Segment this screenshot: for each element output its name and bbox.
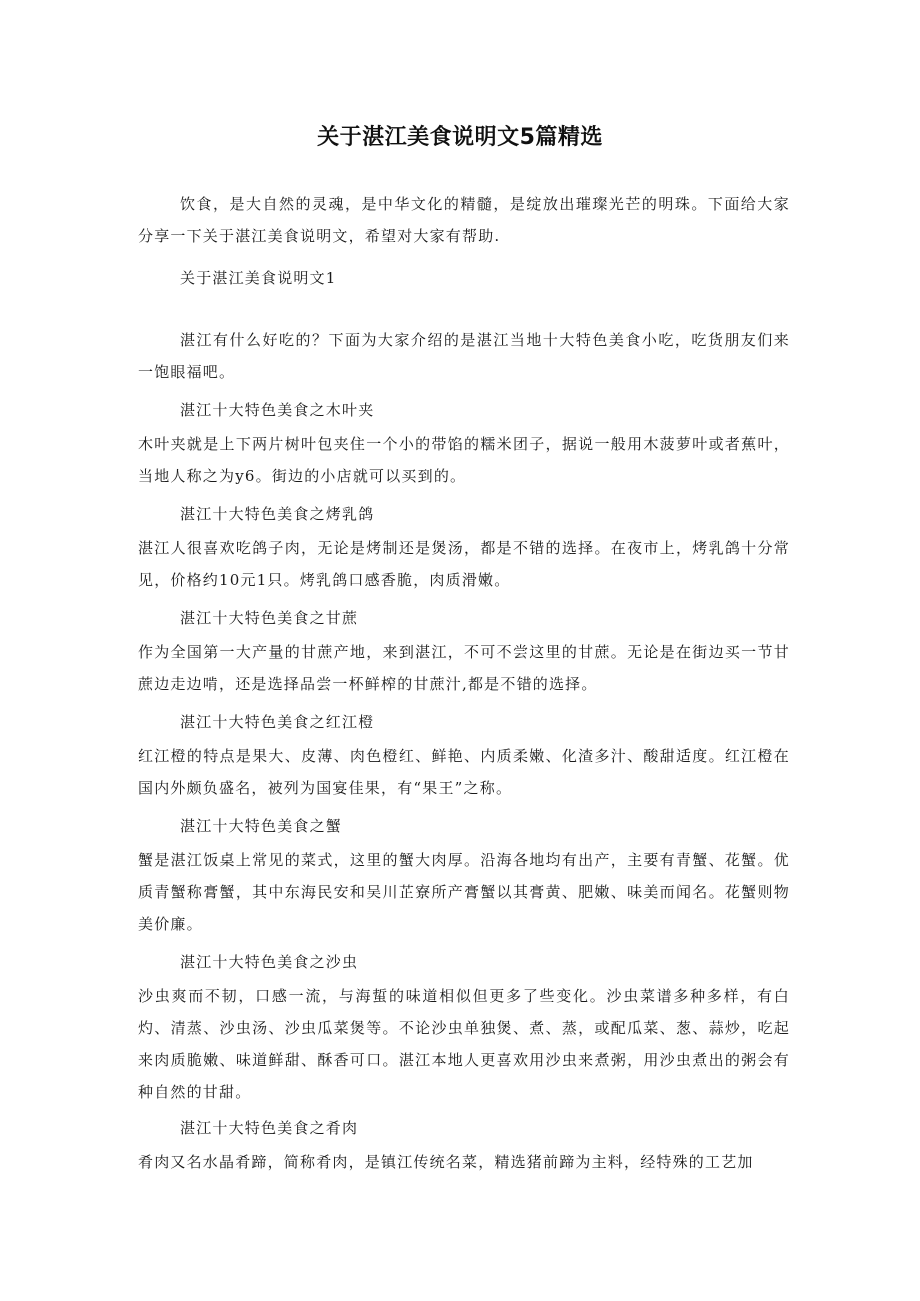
item-body-hongjiangcheng: 红江橙的特点是果大、皮薄、肉色橙红、鲜艳、内质柔嫩、化渣多汁、酸甜适度。红江橙在国内外颇负盛名，被列为国宴佳果，有“果王”之称。: [138, 747, 790, 797]
item-heading-yaorou: 湛江十大特色美食之肴肉: [180, 1119, 359, 1137]
lead-paragraph: 湛江有什么好吃的？下面为大家介绍的是湛江当地十大特色美食小吃，吃货朋友们来一饱眼福吧。: [138, 331, 790, 381]
item-body-xie: 蟹是湛江饭桌上常见的菜式，这里的蟹大肉厚。沿海各地均有出产，主要有青蟹、花蟹。优质青蟹称膏蟹，其中东海民安和吴川芷寮所产膏蟹以其膏黄、肥嫩、味美而闻名。花蟹则物美价廉。: [138, 851, 790, 933]
section-heading: 关于湛江美食说明文1: [180, 269, 337, 287]
item-heading-shachong: 湛江十大特色美食之沙虫: [180, 953, 359, 971]
item-heading-kaorugе: 湛江十大特色美食之烤乳鸽: [180, 505, 375, 523]
item-heading-muyejia: 湛江十大特色美食之木叶夹: [180, 401, 375, 419]
item-heading-hongjiangcheng: 湛江十大特色美食之红江橙: [180, 713, 375, 731]
item-body-kaoruge: 湛江人很喜欢吃鸽子肉，无论是烤制还是煲汤，都是不错的选择。在夜市上，烤乳鸽十分常见，价格约10元1只。烤乳鸽口感香脆，肉质滑嫩。: [138, 539, 790, 589]
item-body-shachong: 沙虫爽而不韧，口感一流，与海蜇的味道相似但更多了些变化。沙虫菜谱多种多样，有白灼、清蒸、沙虫汤、沙虫瓜菜煲等。不论沙虫单独煲、煮、蒸，或配瓜菜、葱、蒜炒，吃起来肉质脆嫩、味道鲜甜、酥香可口。湛江本地人更喜欢用沙虫来煮粥，用沙虫煮出的粥会有种自然的甘甜。: [138, 987, 790, 1101]
item-heading-xie: 湛江十大特色美食之蟹: [180, 817, 343, 835]
intro-paragraph: 饮食，是大自然的灵魂，是中华文化的精髓，是绽放出璀璨光芒的明珠。下面给大家分享一下关于湛江美食说明文，希望对大家有帮助.: [138, 195, 790, 245]
item-heading-ganzhe: 湛江十大特色美食之甘蔗: [180, 609, 359, 627]
item-body-ganzhe: 作为全国第一大产量的甘蔗产地，来到湛江，不可不尝这里的甘蔗。无论是在街边买一节甘蔗边走边啃，还是选择品尝一杯鲜榨的甘蔗汁,都是不错的选择。: [138, 643, 790, 693]
item-body-muyejia: 木叶夹就是上下两片树叶包夹住一个小的带馅的糯米团子，据说一般用木菠萝叶或者蕉叶，当地人称之为y6。街边的小店就可以买到的。: [138, 435, 790, 485]
document-title: 关于湛江美食说明文5篇精选: [317, 125, 603, 150]
item-body-yaorou: 肴肉又名水晶肴蹄，简称肴肉，是镇江传统名菜，精选猪前蹄为主料，经特殊的工艺加: [138, 1153, 754, 1171]
